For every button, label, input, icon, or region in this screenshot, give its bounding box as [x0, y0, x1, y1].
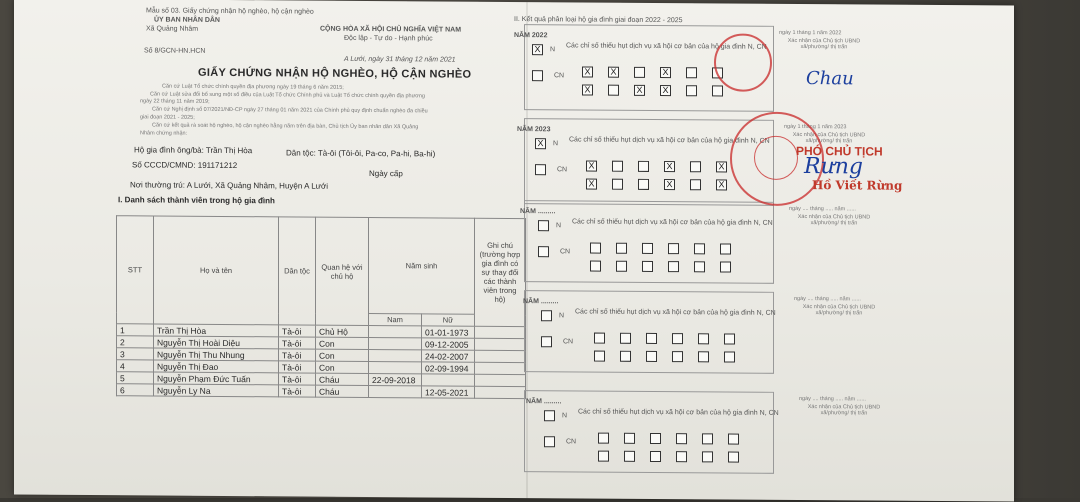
cell-ethnicity: Tà-ôi: [279, 337, 316, 349]
indicator-checkbox[interactable]: [590, 243, 601, 254]
cn-label: CN: [566, 438, 577, 446]
commune-label: Xã Quảng Nhâm: [146, 25, 199, 33]
indicator-checkbox[interactable]: [702, 451, 713, 462]
indicator-checkbox[interactable]: X: [660, 67, 671, 78]
indicator-checkbox[interactable]: X: [664, 161, 675, 172]
n-checkbox[interactable]: [544, 410, 555, 421]
n-checkbox[interactable]: X: [532, 44, 543, 55]
cn-checkbox[interactable]: [535, 164, 546, 175]
n-checkbox[interactable]: [541, 310, 552, 321]
confirm-date: ngày 1 tháng 1 năm 2022: [779, 29, 842, 37]
indicator-checkbox[interactable]: [698, 333, 709, 344]
indicator-checkbox[interactable]: X: [582, 66, 593, 77]
cell-name: Nguyễn Thị Đao: [154, 360, 279, 373]
indicator-checkbox[interactable]: [616, 261, 627, 272]
cell-note: [475, 326, 526, 338]
certificate-paper: [14, 0, 1014, 501]
cell-male: [369, 349, 422, 361]
confirm-date: ngày .... tháng ..... năm ......: [794, 295, 861, 303]
indicator-checkbox[interactable]: [608, 85, 619, 96]
indicator-checkbox[interactable]: [620, 333, 631, 344]
cell-relation: Cháu: [316, 385, 369, 397]
cell-ethnicity: Tà-ôi: [279, 349, 316, 361]
confirm-label: Xác nhận của Chủ tịch UBND xã/phường/ thị trấn: [792, 131, 866, 145]
cell-male: [369, 337, 422, 349]
cell-note: [475, 386, 526, 398]
cn-checkbox[interactable]: [541, 336, 552, 347]
indicator-checkbox[interactable]: [720, 261, 731, 272]
year-label: NĂM 2022: [514, 32, 548, 40]
cell-male: 22-09-2018: [369, 373, 422, 385]
n-checkbox[interactable]: X: [535, 138, 546, 149]
signature-2022: Chau: [806, 68, 854, 90]
indicator-checkbox[interactable]: [616, 243, 627, 254]
confirm-label: Xác nhận của Chủ tịch UBND xã/phường/ thị trấn: [797, 213, 871, 227]
cell-note: [475, 362, 526, 374]
cell-note: [475, 338, 526, 350]
confirm-label: Xác nhận của Chủ tịch UBND xã/phường/ thị trấn: [807, 404, 881, 417]
legal-basis-5: giai đoạn 2021 - 2025;: [140, 114, 195, 121]
col-female: Nữ: [422, 314, 475, 326]
n-label: N: [553, 140, 559, 148]
indicator-checkbox[interactable]: [612, 161, 623, 172]
confirm-label: Xác nhận của Chủ tịch UBND xã/phường/ thị trấn: [787, 37, 861, 51]
cell-relation: Chủ Hộ: [316, 325, 369, 337]
cn-label: CN: [554, 72, 565, 80]
household-head: Hộ gia đình ông/bà: Trần Thị Hòa: [134, 145, 253, 156]
cell-female: 01-01-1973: [422, 326, 475, 338]
confirm-date: ngày .... tháng ..... năm ......: [799, 395, 866, 403]
indicator-checkbox[interactable]: [694, 243, 705, 254]
year-label: NĂM .........: [526, 398, 562, 406]
cell-ethnicity: Tà-ôi: [279, 325, 316, 337]
cell-stt: 6: [117, 384, 154, 396]
form-number: Mẫu số 03. Giấy chứng nhận hộ nghèo, hộ cận nghèo: [146, 7, 314, 16]
indicator-checkbox[interactable]: [676, 433, 687, 444]
household-id: Số CCCD/CMND: 191171212: [132, 160, 238, 171]
col-ethnicity: Dân tộc: [279, 217, 316, 325]
indicator-checkbox[interactable]: [668, 261, 679, 272]
cell-ethnicity: Tà-ôi: [279, 373, 316, 385]
results-title: II. Kết quả phân loại hộ gia đình giai đoạn 2022 - 2025: [514, 16, 683, 25]
cell-ethnicity: Tà-ôi: [279, 361, 316, 373]
indicator-checkbox[interactable]: [712, 85, 723, 96]
motto: Độc lập - Tự do - Hạnh phúc: [344, 34, 433, 43]
cell-male: [369, 385, 422, 397]
indicator-checkbox[interactable]: [672, 351, 683, 362]
indicator-text: Các chỉ số thiếu hụt dịch vụ xã hội cơ bản của hộ gia đình N, CN: [572, 218, 773, 227]
cell-stt: 1: [117, 324, 154, 336]
confirm-date: ngày .... tháng ..... năm ......: [789, 205, 856, 213]
indicator-checkbox[interactable]: [720, 243, 731, 254]
indicator-checkbox[interactable]: [728, 451, 739, 462]
members-table: [116, 215, 526, 399]
indicator-checkbox[interactable]: [646, 351, 657, 362]
legal-basis-1: Căn cứ Luật Tổ chức chính quyền địa phương ngày 19 tháng 6 năm 2015;: [162, 83, 344, 91]
table-row: [117, 384, 526, 399]
household-issue-date: Ngày cấp: [369, 168, 403, 179]
col-note: Ghi chú (trường hợp gia đình có sự thay đổi các thành viên trong hộ): [475, 218, 526, 326]
indicator-checkbox[interactable]: [638, 161, 649, 172]
indicator-checkbox[interactable]: X: [716, 161, 727, 172]
legal-basis-4: Căn cứ Nghị định số 07/2021/NĐ-CP ngày 27 tháng 01 năm 2021 của Chính phủ quy định chuẩn nghèo đa chiều: [152, 106, 428, 115]
confirm-label: Xác nhận của Chủ tịch UBND xã/phường/ thị trấn: [802, 304, 876, 317]
indicator-checkbox[interactable]: [598, 451, 609, 462]
members-section-title: I. Danh sách thành viên trong hộ gia đình: [118, 195, 275, 206]
indicator-checkbox[interactable]: X: [660, 85, 671, 96]
cell-name: Nguyễn Thị Hoài Diệu: [154, 336, 279, 349]
cell-relation: Con: [316, 337, 369, 349]
indicator-checkbox[interactable]: [624, 451, 635, 462]
indicator-text: Các chỉ số thiếu hụt dịch vụ xã hội cơ bản của hộ gia đình N, CN: [575, 308, 776, 317]
cell-male: [369, 361, 422, 373]
indicator-checkbox[interactable]: [728, 433, 739, 444]
n-checkbox[interactable]: [538, 220, 549, 231]
indicator-checkbox[interactable]: [698, 351, 709, 362]
cell-stt: 4: [117, 360, 154, 372]
cell-female: 09-12-2005: [422, 338, 475, 350]
cell-name: Nguyễn Phạm Đức Tuấn: [154, 372, 279, 385]
cn-checkbox[interactable]: [544, 436, 555, 447]
indicator-checkbox[interactable]: [650, 451, 661, 462]
cell-stt: 3: [117, 348, 154, 360]
confirm-date: ngày 1 tháng 1 năm 2023: [784, 123, 847, 131]
cn-label: CN: [563, 338, 574, 346]
indicator-checkbox[interactable]: [668, 243, 679, 254]
committee-label: ỦY BAN NHÂN DÂN: [154, 16, 220, 24]
legal-basis-6: Căn cứ kết quả rà soát hộ nghèo, hộ cận nghèo hằng năm trên địa bàn, Chủ tịch Ủy ban nhân dân Xã Quảng: [152, 122, 419, 131]
cell-female: [422, 374, 475, 386]
cell-name: Nguyễn Thị Thu Nhung: [154, 348, 279, 361]
legal-basis-7: Nhâm chứng nhận:: [140, 130, 188, 137]
indicator-checkbox[interactable]: [724, 333, 735, 344]
year-label: NĂM .........: [523, 298, 559, 306]
cell-male: [369, 325, 422, 337]
cell-relation: Con: [316, 361, 369, 373]
country-name: CỘNG HÒA XÃ HỘI CHỦ NGHĨA VIỆT NAM: [320, 25, 462, 34]
cn-label: CN: [557, 166, 568, 174]
indicator-checkbox[interactable]: X: [664, 179, 675, 190]
red-stamp-inner: [754, 136, 798, 180]
cell-stt: 5: [117, 372, 154, 384]
cell-note: [475, 374, 526, 386]
col-stt: STT: [117, 216, 154, 324]
year-label: NĂM .........: [520, 208, 556, 216]
indicator-checkbox[interactable]: X: [586, 161, 597, 172]
legal-basis-2: Căn cứ Luật sửa đổi bổ sung một số điều của Luật Tổ chức Chính phủ và Luật Tổ chức chính quyền địa phương: [150, 91, 425, 100]
household-address: Nơi thường trú: A Lưới, Xã Quảng Nhâm, Huyện A Lưới: [130, 180, 329, 191]
cell-ethnicity: Tà-ôi: [279, 385, 316, 397]
cell-relation: Con: [316, 349, 369, 361]
indicator-checkbox[interactable]: [598, 433, 609, 444]
indicator-checkbox[interactable]: [694, 261, 705, 272]
indicator-checkbox[interactable]: [642, 243, 653, 254]
indicator-checkbox[interactable]: X: [586, 179, 597, 190]
cell-stt: 2: [117, 336, 154, 348]
indicator-checkbox[interactable]: [724, 351, 735, 362]
indicator-checkbox[interactable]: [686, 85, 697, 96]
indicator-checkbox[interactable]: [686, 67, 697, 78]
indicator-checkbox[interactable]: [690, 161, 701, 172]
indicator-checkbox[interactable]: [690, 179, 701, 190]
indicator-checkbox[interactable]: [672, 333, 683, 344]
signer-name: Hồ Viết Rừng: [812, 178, 903, 193]
indicator-checkbox[interactable]: [590, 261, 601, 272]
indicator-checkbox[interactable]: [642, 261, 653, 272]
indicator-checkbox[interactable]: X: [608, 67, 619, 78]
signature-title: PHÓ CHỦ TỊCH: [796, 143, 883, 159]
col-birth-year: Năm sinh: [369, 217, 475, 314]
indicator-checkbox[interactable]: [634, 67, 645, 78]
legal-basis-3: ngày 22 tháng 11 năm 2019;: [140, 98, 210, 105]
cn-checkbox[interactable]: [538, 246, 549, 257]
col-name: Họ và tên: [154, 216, 279, 325]
household-ethnicity: Dân tộc: Tà-ôi (Tôi-ôi, Pa-co, Pa-hi, Ba-hi): [286, 148, 436, 159]
indicator-checkbox[interactable]: [646, 333, 657, 344]
indicator-checkbox[interactable]: X: [582, 84, 593, 95]
cn-checkbox[interactable]: [532, 70, 543, 81]
indicator-checkbox[interactable]: [594, 333, 605, 344]
year-label: NĂM 2023: [517, 126, 551, 134]
indicator-checkbox[interactable]: [624, 433, 635, 444]
red-stamp-2022: [714, 33, 772, 91]
indicator-text: Các chỉ số thiếu hụt dịch vụ xã hội cơ bản của hộ gia đình N, CN: [566, 42, 767, 51]
cell-note: [475, 350, 526, 362]
col-relation: Quan hệ với chủ hộ: [316, 217, 369, 325]
indicator-checkbox[interactable]: [620, 351, 631, 362]
indicator-checkbox[interactable]: [612, 179, 623, 190]
n-label: N: [562, 412, 568, 420]
document-title: GIẤY CHỨNG NHẬN HỘ NGHÈO, HỘ CẬN NGHÈO: [198, 66, 472, 81]
cell-name: Trần Thị Hòa: [154, 324, 279, 337]
n-label: N: [556, 222, 562, 230]
indicator-checkbox[interactable]: [676, 451, 687, 462]
n-label: N: [559, 312, 565, 320]
indicator-text: Các chỉ số thiếu hụt dịch vụ xã hội cơ bản của hộ gia đình N, CN: [578, 408, 779, 417]
indicator-checkbox[interactable]: X: [634, 85, 645, 96]
place-date: A Lưới, ngày 31 tháng 12 năm 2021: [344, 55, 456, 64]
cell-relation: Cháu: [316, 373, 369, 385]
cell-female: 12-05-2021: [422, 386, 475, 398]
indicator-checkbox[interactable]: [594, 351, 605, 362]
n-label: N: [550, 46, 556, 54]
indicator-text: Các chỉ số thiếu hụt dịch vụ xã hội cơ bản của hộ gia đình N, CN: [569, 136, 770, 145]
indicator-checkbox[interactable]: [702, 433, 713, 444]
col-male: Nam: [369, 313, 422, 325]
cell-female: 02-09-1994: [422, 362, 475, 374]
cell-name: Nguyễn Ly Na: [154, 384, 279, 397]
cn-label: CN: [560, 248, 571, 256]
cell-female: 24-02-2007: [422, 350, 475, 362]
document-number: Số 8/GCN-HN.HCN: [144, 47, 206, 55]
indicator-checkbox[interactable]: [650, 433, 661, 444]
indicator-checkbox[interactable]: X: [716, 179, 727, 190]
handwritten-signature: Rưng: [804, 154, 863, 180]
indicator-checkbox[interactable]: [638, 179, 649, 190]
